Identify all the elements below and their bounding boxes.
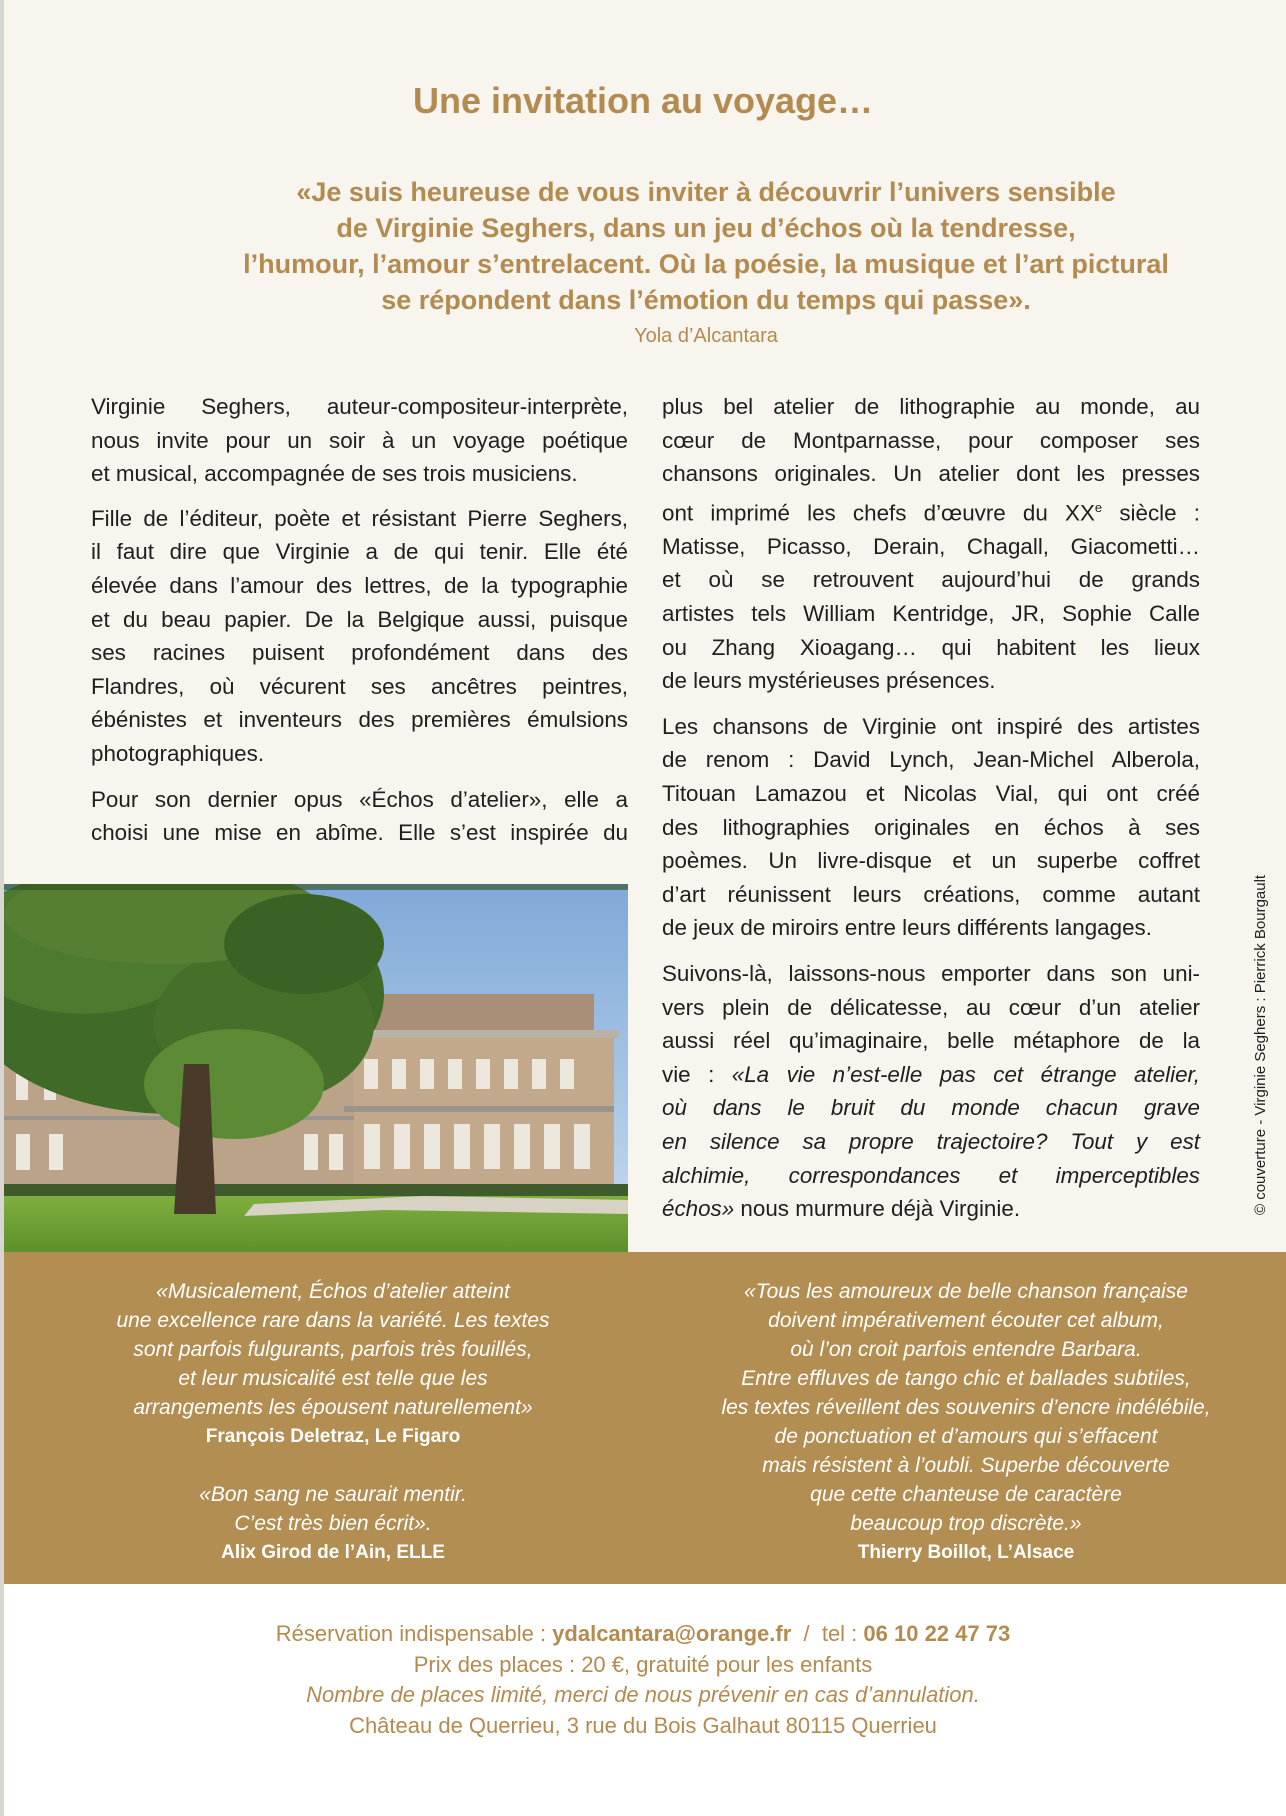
text-line: Titouan Lamazou et Nicolas Vial, qui ont créé (662, 781, 1200, 806)
reservation-label: Réservation indispensable : (275, 1621, 553, 1646)
review-line: les textes réveillent des souvenirs d’encre indélébile, (721, 1396, 1211, 1419)
reservation-line (0, 1619, 1286, 1650)
review-line: où l’on croit parfois entendre Barbara. (790, 1338, 1142, 1361)
text-line (662, 1058, 1200, 1092)
text-line: plus bel atelier de lithographie au monde, au (662, 394, 1200, 419)
text-line: Matisse, Picasso, Derain, Chagall, Giacometti… (662, 533, 1200, 559)
email-link[interactable]: ydalcantara@orange.fr (552, 1621, 792, 1646)
text-line: Les chansons de Virginie ont inspiré des artistes (662, 713, 1200, 739)
review-line: «Bon sang ne saurait mentir. (199, 1483, 467, 1506)
text-line: aussi réel qu’imaginaire, belle métaphore de la (662, 1028, 1200, 1054)
review-line: arrangements les épousent naturellement» (133, 1396, 533, 1419)
text-fragment: vie : (662, 1061, 732, 1087)
text-line: Virginie Seghers, auteur-compositeur-interprète, (91, 394, 628, 419)
page-title: Une invitation au voyage… (412, 80, 874, 121)
text-line: où dans le bruit du monde chacun grave (662, 1095, 1200, 1121)
text-fragment: ont imprimé les chefs d’œuvre du XX (662, 500, 1095, 526)
superscript: e (1094, 499, 1103, 515)
text-line: Pour son dernier opus «Échos d’atelier», elle a (91, 786, 628, 812)
intro-quote (0, 174, 1286, 318)
phone-label: / tel : (791, 1621, 864, 1646)
text-line: ou Zhang Xioagang… qui habitent les lieux (662, 634, 1200, 660)
text-fragment: nous murmure déjà Virginie. (734, 1196, 1021, 1222)
text-line: ses racines puisent profondément dans des (91, 640, 628, 666)
text-line: alchimie, correspondances et imperceptibles (662, 1162, 1200, 1188)
text-line: Suivons-là, laissons-nous emporter dans son uni- (662, 960, 1200, 986)
text-line: poèmes. Un livre-disque et un superbe coffret (662, 848, 1200, 874)
reviews-left (20, 1277, 646, 1567)
review-line: une excellence rare dans la variété. Les textes (116, 1309, 550, 1332)
text-line: et du beau papier. De la Belgique aussi, puisque (91, 606, 628, 632)
notice-line: Nombre de places limité, merci de nous prévenir en cas d’annulation. (306, 1682, 980, 1707)
right-column (662, 390, 1200, 1226)
review (20, 1480, 646, 1567)
review-line: C’est très bien écrit». (234, 1512, 432, 1535)
review-line: beaucoup trop discrète.» (850, 1512, 1082, 1535)
paragraph (662, 390, 1200, 698)
review-line: mais résistent à l’oubli. Superbe découverte (762, 1454, 1170, 1477)
text-line: artistes tels William Kentridge, JR, Sophie Calle (662, 601, 1200, 627)
left-column (91, 390, 628, 850)
phone-number[interactable]: 06 10 22 47 73 (863, 1621, 1011, 1646)
paragraph (662, 710, 1200, 945)
text-line: et où se retrouvent aujourd’hui de grands (662, 567, 1200, 593)
paragraph (662, 957, 1200, 1226)
text-line: des lithographies originales en échos à ses (662, 814, 1200, 840)
quote-line: «Je suis heureuse de vous inviter à découvrir l’univers sensible (296, 177, 1116, 207)
review-line: et leur musicalité est telle que les (178, 1367, 488, 1390)
paragraph (91, 783, 628, 850)
text-line: photographiques. (91, 740, 265, 766)
review (20, 1277, 646, 1451)
reviews-right (646, 1277, 1286, 1567)
review-gap (20, 1451, 646, 1480)
review-source: François Deletraz, Le Figaro (205, 1426, 461, 1447)
review-line: Entre effluves de tango chic et ballades subtiles, (741, 1367, 1191, 1390)
text-line: d’art réunissent leurs créations, comme autant (662, 881, 1200, 907)
text-line: chansons originales. Un atelier dont les presses (662, 461, 1200, 487)
quote-author: Yola d’Alcantara (634, 325, 778, 347)
text-line: de jeux de miroirs entre leurs différents langages. (662, 915, 1152, 941)
review-line: «Tous les amoureux de belle chanson française (743, 1280, 1188, 1303)
text-fragment: siècle : (1102, 500, 1200, 526)
text-line (662, 491, 1200, 530)
paragraph (91, 502, 628, 771)
photo-credit: © couverture - Virginie Seghers : Pierrick Bourgault (1252, 874, 1269, 1215)
text-line: ébénistes et inventeurs des premières émulsions (91, 707, 628, 733)
text-line (662, 1192, 1200, 1226)
text-line: Flandres, où vécurent ses ancêtres peintres, (91, 673, 628, 699)
text-line: vers plein de délicatesse, au cœur d’un atelier (662, 994, 1200, 1020)
text-line: nous invite pour un soir à un voyage poétique (91, 427, 628, 453)
italic-quote-fragment: échos» (662, 1196, 735, 1222)
text-line: et musical, accompagnée de ses trois musiciens. (91, 461, 578, 487)
review-line: «Musicalement, Échos d’atelier atteint (156, 1280, 510, 1303)
price-line: Prix des places : 20 €, gratuité pour les enfants (413, 1651, 873, 1677)
chateau-photo (4, 884, 628, 1254)
review-line: que cette chanteuse de caractère (810, 1483, 1122, 1506)
review (646, 1277, 1286, 1567)
reservation-footer (0, 1619, 1286, 1741)
italic-quote-fragment: «La vie n’est-elle pas cet étrange atelier, (731, 1061, 1200, 1087)
text-line: il faut dire que Virginie a de qui tenir. Elle été (91, 539, 628, 565)
text-line: en silence sa propre trajectoire? Tout y est (662, 1128, 1200, 1154)
text-line: choisi une mise en abîme. Elle s’est inspirée du (91, 820, 628, 846)
address-line: Château de Querrieu, 3 rue du Bois Galhaut 80115 Querrieu (349, 1712, 937, 1738)
text-line: Fille de l’éditeur, poète et résistant Pierre Seghers, (91, 505, 628, 531)
review-source: Alix Girod de l’Ain, ELLE (221, 1542, 445, 1563)
quote-line: se répondent dans l’émotion du temps qui passe». (381, 285, 1031, 315)
review-line: sont parfois fulgurants, parfois très fouillés, (133, 1338, 533, 1361)
text-line: de renom : David Lynch, Jean-Michel Alberola, (662, 747, 1200, 773)
text-line: élevée dans l’amour des lettres, de la typographie (91, 572, 628, 598)
review-line: doivent impérativement écouter cet album, (768, 1309, 1164, 1332)
quote-line: l’humour, l’amour s’entrelacent. Où la poésie, la musique et l’art pictural (243, 249, 1169, 279)
review-line: de ponctuation et d’amours qui s’effacent (774, 1425, 1158, 1448)
text-line: de leurs mystérieuses présences. (662, 668, 996, 694)
paragraph (91, 390, 628, 491)
review-source: Thierry Boillot, L’Alsace (857, 1542, 1075, 1563)
quote-line: de Virginie Seghers, dans un jeu d’échos où la tendresse, (336, 213, 1076, 243)
text-line: cœur de Montparnasse, pour composer ses (662, 427, 1200, 453)
